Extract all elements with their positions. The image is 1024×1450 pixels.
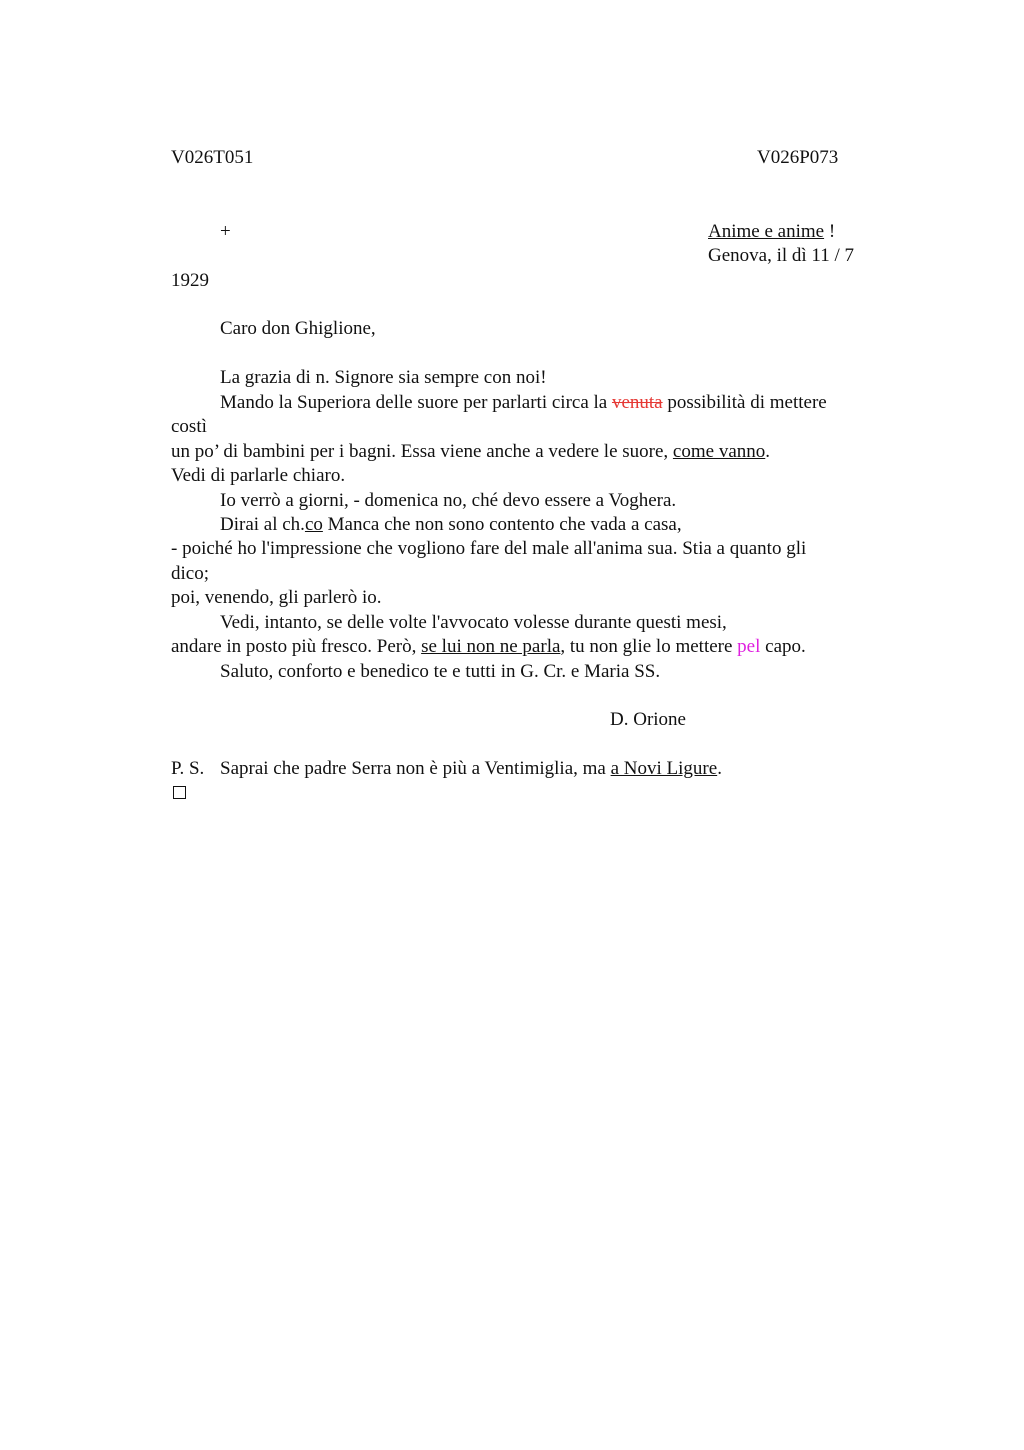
body-line-11: Vedi, intanto, se delle volte l'avvocato volesse durante questi mesi, — [220, 612, 727, 633]
body-line-7-b: Manca che non sono contento che vada a casa, — [322, 514, 682, 535]
postscript-a: Saprai che padre Serra non è più a Ventimiglia, ma — [220, 758, 611, 779]
body-line-4 — [171, 440, 770, 464]
body-line-7-underlined: co — [304, 514, 323, 535]
body-line-2-a: Mando la Superiora delle suore per parlarti circa la — [220, 392, 612, 413]
body-line-3: costì — [171, 416, 207, 437]
motto-suffix: ! — [824, 221, 836, 242]
postscript-text — [220, 757, 722, 781]
struck-word: venuta — [611, 392, 663, 413]
motto — [708, 220, 835, 244]
body-line-2-b: possibilità di mettere — [662, 392, 827, 413]
body-line-2 — [220, 391, 827, 415]
body-line-1: La grazia di n. Signore sia sempre con noi! — [220, 367, 547, 388]
body-line-8: - poiché ho l'impressione che vogliono fare del male all'anima sua. Stia a quanto gli — [171, 538, 807, 559]
body-line-5: Vedi di parlarle chiaro. — [171, 465, 346, 486]
body-line-7-a: Dirai al ch. — [220, 514, 305, 535]
document-code-left: V026T051 — [171, 147, 254, 168]
cross-symbol: + — [220, 221, 231, 242]
body-line-9: dico; — [171, 563, 209, 584]
postscript-label: P. S. — [171, 758, 205, 779]
body-line-4-a: un po’ di bambini per i bagni. Essa viene anche a vedere le suore, — [171, 441, 673, 462]
postscript-b: . — [717, 758, 722, 779]
postscript-underlined: a Novi Ligure — [610, 758, 718, 779]
body-line-12-a: andare in posto più fresco. Però, — [171, 636, 422, 657]
place-date: Genova, il dì 11 / 7 — [708, 245, 854, 266]
body-line-4-underlined: come vanno — [672, 441, 766, 462]
empty-box-icon — [173, 786, 186, 799]
signature: D. Orione — [610, 709, 686, 730]
salutation: Caro don Ghiglione, — [220, 318, 376, 339]
body-line-12-underlined: se lui non ne parla — [421, 636, 561, 657]
body-line-6: Io verrò a giorni, - domenica no, ché devo essere a Voghera. — [220, 490, 677, 511]
body-line-13: Saluto, conforto e benedico te e tutti in G. Cr. e Maria SS. — [220, 661, 661, 682]
document-code-right: V026P073 — [757, 147, 839, 168]
highlighted-word: pel — [737, 636, 761, 657]
body-line-4-b: . — [765, 441, 770, 462]
motto-text: Anime e anime — [708, 221, 825, 242]
body-line-12 — [171, 635, 806, 659]
body-line-7 — [220, 513, 682, 537]
body-line-12-c: capo. — [760, 636, 806, 657]
date-year: 1929 — [171, 270, 209, 291]
body-line-12-b: , tu non glie lo mettere — [560, 636, 738, 657]
body-line-10: poi, venendo, gli parlerò io. — [171, 587, 382, 608]
